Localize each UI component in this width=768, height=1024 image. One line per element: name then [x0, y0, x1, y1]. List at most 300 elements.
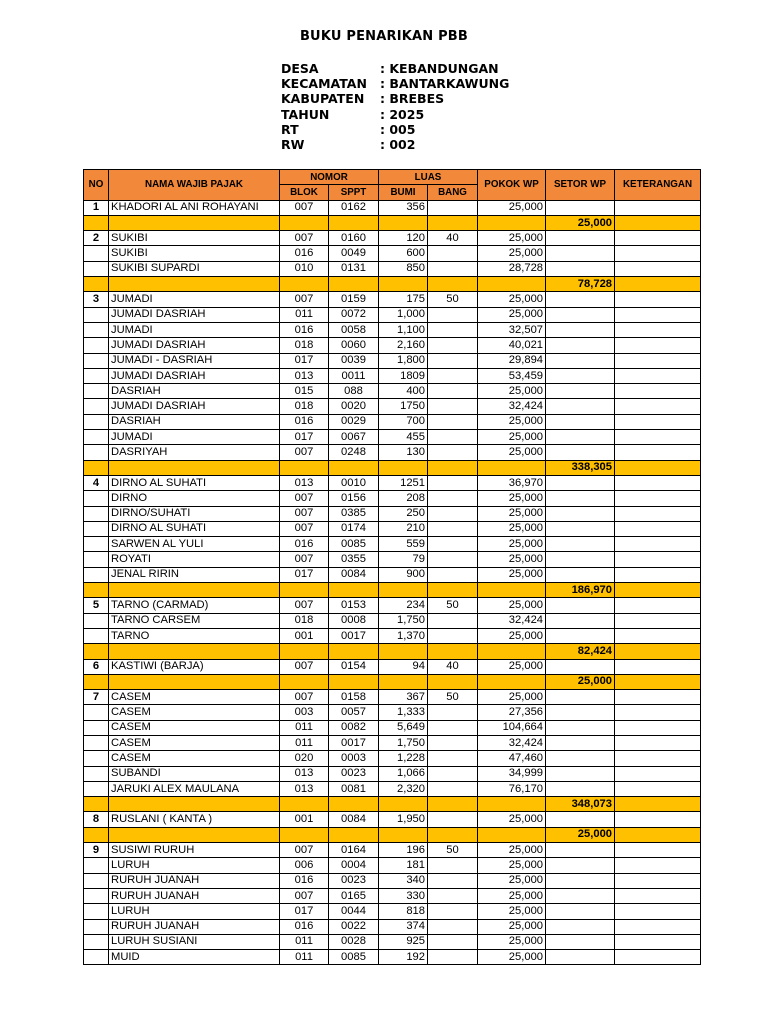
cell-pokok: 25,000 — [478, 430, 546, 445]
table-row — [84, 812, 701, 827]
cell-setor — [546, 690, 615, 705]
cell-blok: 007 — [280, 888, 329, 903]
cell-setor — [546, 888, 615, 903]
subtotal-empty-cell — [329, 674, 379, 689]
cell-bang — [428, 873, 478, 888]
subtotal-empty-cell — [428, 460, 478, 475]
cell-nama: ROYATI — [109, 552, 280, 567]
cell-keterangan — [615, 766, 701, 781]
subtotal-empty-cell — [478, 215, 546, 230]
cell-bumi: 94 — [379, 659, 428, 674]
info-row-kabupaten — [281, 91, 509, 106]
cell-bumi: 208 — [379, 491, 428, 506]
cell-pokok: 25,000 — [478, 843, 546, 858]
cell-keterangan — [615, 950, 701, 965]
subtotal-setor: 25,000 — [546, 215, 615, 230]
cell-keterangan — [615, 368, 701, 383]
cell-sppt: 0010 — [329, 475, 379, 490]
cell-nama: JUMADI DASRIAH — [109, 368, 280, 383]
cell-sppt: 0355 — [329, 552, 379, 567]
cell-nama: CASEM — [109, 705, 280, 720]
cell-no — [84, 246, 109, 261]
table-row — [84, 567, 701, 582]
cell-nama: TARNO CARSEM — [109, 613, 280, 628]
cell-bang: 50 — [428, 292, 478, 307]
cell-keterangan — [615, 781, 701, 796]
cell-bang — [428, 384, 478, 399]
cell-bang — [428, 430, 478, 445]
subtotal-row — [84, 797, 701, 812]
subtotal-empty-cell — [478, 827, 546, 842]
subtotal-setor: 348,073 — [546, 797, 615, 812]
cell-keterangan — [615, 231, 701, 246]
cell-keterangan — [615, 506, 701, 521]
cell-keterangan — [615, 598, 701, 613]
table-row — [84, 888, 701, 903]
cell-no — [84, 720, 109, 735]
cell-blok: 018 — [280, 338, 329, 353]
info-value: : 002 — [380, 136, 416, 152]
cell-nama: RURUH JUANAH — [109, 919, 280, 934]
cell-blok: 016 — [280, 322, 329, 337]
table-row — [84, 261, 701, 276]
cell-pokok: 28,728 — [478, 261, 546, 276]
cell-bumi: 5,649 — [379, 720, 428, 735]
cell-bumi: 175 — [379, 292, 428, 307]
table-header — [84, 170, 701, 201]
subtotal-empty-cell — [84, 674, 109, 689]
table-row — [84, 781, 701, 796]
cell-bang — [428, 399, 478, 414]
table-row — [84, 475, 701, 490]
cell-blok: 013 — [280, 475, 329, 490]
cell-sppt: 0060 — [329, 338, 379, 353]
cell-keterangan — [615, 888, 701, 903]
cell-sppt: 0248 — [329, 445, 379, 460]
subtotal-row — [84, 674, 701, 689]
cell-pokok: 25,000 — [478, 445, 546, 460]
cell-blok: 003 — [280, 705, 329, 720]
info-value: : 005 — [380, 121, 416, 137]
cell-blok: 013 — [280, 781, 329, 796]
cell-keterangan — [615, 705, 701, 720]
cell-bang — [428, 246, 478, 261]
cell-pokok: 25,000 — [478, 414, 546, 429]
cell-bang — [428, 353, 478, 368]
cell-setor — [546, 261, 615, 276]
cell-setor — [546, 399, 615, 414]
cell-blok: 015 — [280, 384, 329, 399]
cell-pokok: 25,000 — [478, 231, 546, 246]
cell-keterangan — [615, 261, 701, 276]
cell-bang — [428, 475, 478, 490]
cell-sppt: 0023 — [329, 873, 379, 888]
cell-bumi: 700 — [379, 414, 428, 429]
cell-nama: JUMADI - DASRIAH — [109, 353, 280, 368]
cell-nama: DIRNO/SUHATI — [109, 506, 280, 521]
subtotal-empty-cell — [428, 215, 478, 230]
cell-setor — [546, 445, 615, 460]
cell-blok: 011 — [280, 950, 329, 965]
cell-bumi: 374 — [379, 919, 428, 934]
subtotal-setor: 78,728 — [546, 277, 615, 292]
subtotal-empty-cell — [615, 827, 701, 842]
subtotal-empty-cell — [329, 827, 379, 842]
cell-bumi: 1,228 — [379, 751, 428, 766]
subtotal-empty-cell — [428, 797, 478, 812]
cell-setor — [546, 414, 615, 429]
cell-pokok: 25,000 — [478, 888, 546, 903]
cell-no — [84, 307, 109, 322]
header-sppt: SPPT — [329, 185, 379, 200]
table-row — [84, 751, 701, 766]
cell-pokok: 25,000 — [478, 491, 546, 506]
cell-setor — [546, 475, 615, 490]
cell-bang — [428, 368, 478, 383]
cell-nama: SUKIBI SUPARDI — [109, 261, 280, 276]
cell-pokok: 25,000 — [478, 521, 546, 536]
subtotal-empty-cell — [109, 277, 280, 292]
cell-no: 2 — [84, 231, 109, 246]
cell-setor — [546, 659, 615, 674]
cell-sppt: 0011 — [329, 368, 379, 383]
cell-pokok: 27,356 — [478, 705, 546, 720]
cell-nama: CASEM — [109, 751, 280, 766]
table-row — [84, 720, 701, 735]
cell-blok: 007 — [280, 598, 329, 613]
cell-pokok: 32,424 — [478, 613, 546, 628]
cell-sppt: 0082 — [329, 720, 379, 735]
table-row — [84, 506, 701, 521]
cell-sppt: 0131 — [329, 261, 379, 276]
cell-bumi: 181 — [379, 858, 428, 873]
subtotal-empty-cell — [428, 277, 478, 292]
subtotal-empty-cell — [84, 277, 109, 292]
subtotal-empty-cell — [84, 827, 109, 842]
table-row — [84, 735, 701, 750]
cell-sppt: 088 — [329, 384, 379, 399]
cell-bumi: 600 — [379, 246, 428, 261]
cell-bumi: 210 — [379, 521, 428, 536]
subtotal-empty-cell — [428, 827, 478, 842]
subtotal-empty-cell — [109, 460, 280, 475]
cell-blok: 007 — [280, 690, 329, 705]
cell-bang — [428, 537, 478, 552]
cell-pokok: 25,000 — [478, 506, 546, 521]
table-row — [84, 537, 701, 552]
cell-bumi: 900 — [379, 567, 428, 582]
cell-pokok: 104,664 — [478, 720, 546, 735]
subtotal-empty-cell — [428, 674, 478, 689]
cell-blok: 013 — [280, 766, 329, 781]
cell-no: 4 — [84, 475, 109, 490]
cell-pokok: 40,021 — [478, 338, 546, 353]
cell-nama: RURUH JUANAH — [109, 888, 280, 903]
subtotal-empty-cell — [379, 277, 428, 292]
subtotal-setor: 25,000 — [546, 827, 615, 842]
info-label: TAHUN — [281, 106, 330, 122]
cell-pokok: 34,999 — [478, 766, 546, 781]
cell-bang — [428, 781, 478, 796]
cell-bang — [428, 766, 478, 781]
cell-no — [84, 751, 109, 766]
table-row — [84, 919, 701, 934]
info-value: : KEBANDUNGAN — [380, 61, 499, 76]
cell-pokok: 25,000 — [478, 200, 546, 215]
cell-bumi: 1809 — [379, 368, 428, 383]
cell-nama: LURUH — [109, 858, 280, 873]
info-block — [281, 61, 509, 152]
subtotal-empty-cell — [329, 644, 379, 659]
cell-nama: JUMADI — [109, 430, 280, 445]
subtotal-row — [84, 827, 701, 842]
cell-bang — [428, 567, 478, 582]
table-row — [84, 613, 701, 628]
subtotal-empty-cell — [615, 215, 701, 230]
cell-pokok: 29,894 — [478, 353, 546, 368]
cell-keterangan — [615, 246, 701, 261]
cell-blok: 001 — [280, 628, 329, 643]
cell-bumi: 1,333 — [379, 705, 428, 720]
cell-sppt: 0085 — [329, 950, 379, 965]
cell-bang — [428, 628, 478, 643]
cell-pokok: 25,000 — [478, 873, 546, 888]
cell-keterangan — [615, 537, 701, 552]
info-label: RW — [281, 136, 305, 152]
cell-pokok: 25,000 — [478, 659, 546, 674]
cell-nama: JENAL RIRIN — [109, 567, 280, 582]
cell-blok: 006 — [280, 858, 329, 873]
subtotal-empty-cell — [329, 583, 379, 598]
cell-nama: CASEM — [109, 735, 280, 750]
cell-keterangan — [615, 628, 701, 643]
subtotal-empty-cell — [428, 583, 478, 598]
cell-blok: 016 — [280, 414, 329, 429]
cell-blok: 018 — [280, 613, 329, 628]
cell-nama: JUMADI DASRIAH — [109, 307, 280, 322]
cell-no — [84, 322, 109, 337]
cell-blok: 007 — [280, 292, 329, 307]
cell-no — [84, 338, 109, 353]
cell-no — [84, 445, 109, 460]
cell-sppt: 0160 — [329, 231, 379, 246]
cell-pokok: 25,000 — [478, 552, 546, 567]
cell-sppt: 0004 — [329, 858, 379, 873]
page-title: BUKU PENARIKAN PBB — [299, 29, 469, 44]
cell-bang — [428, 904, 478, 919]
cell-bumi: 1,800 — [379, 353, 428, 368]
subtotal-empty-cell — [84, 644, 109, 659]
cell-bumi: 367 — [379, 690, 428, 705]
subtotal-empty-cell — [379, 797, 428, 812]
cell-no — [84, 261, 109, 276]
cell-setor — [546, 766, 615, 781]
subtotal-empty-cell — [109, 674, 280, 689]
subtotal-empty-cell — [280, 827, 329, 842]
cell-bang: 50 — [428, 690, 478, 705]
cell-bumi: 1,370 — [379, 628, 428, 643]
cell-keterangan — [615, 613, 701, 628]
cell-bang — [428, 521, 478, 536]
subtotal-empty-cell — [379, 460, 428, 475]
table-row — [84, 843, 701, 858]
cell-sppt: 0058 — [329, 322, 379, 337]
subtotal-empty-cell — [615, 644, 701, 659]
cell-pokok: 25,000 — [478, 537, 546, 552]
cell-bumi: 1,950 — [379, 812, 428, 827]
cell-blok: 007 — [280, 521, 329, 536]
subtotal-empty-cell — [615, 797, 701, 812]
cell-no: 5 — [84, 598, 109, 613]
cell-setor — [546, 781, 615, 796]
table-row — [84, 353, 701, 368]
subtotal-empty-cell — [615, 674, 701, 689]
cell-blok: 010 — [280, 261, 329, 276]
cell-blok: 017 — [280, 430, 329, 445]
cell-keterangan — [615, 934, 701, 949]
info-row-desa — [281, 61, 509, 76]
cell-nama: CASEM — [109, 690, 280, 705]
cell-bumi: 330 — [379, 888, 428, 903]
cell-sppt: 0029 — [329, 414, 379, 429]
cell-pokok: 25,000 — [478, 307, 546, 322]
cell-bumi: 234 — [379, 598, 428, 613]
subtotal-empty-cell — [478, 583, 546, 598]
cell-no — [84, 567, 109, 582]
table-row — [84, 399, 701, 414]
cell-bang: 40 — [428, 231, 478, 246]
header-nomor: NOMOR — [280, 170, 379, 185]
cell-pokok: 25,000 — [478, 628, 546, 643]
cell-setor — [546, 384, 615, 399]
info-value: : BREBES — [380, 91, 445, 107]
header-pokok: POKOK WP — [478, 170, 546, 201]
table-row — [84, 246, 701, 261]
cell-bang — [428, 950, 478, 965]
cell-setor — [546, 567, 615, 582]
cell-no — [84, 384, 109, 399]
cell-pokok: 25,000 — [478, 950, 546, 965]
cell-pokok: 25,000 — [478, 812, 546, 827]
cell-no — [84, 934, 109, 949]
cell-bumi: 1,066 — [379, 766, 428, 781]
cell-setor — [546, 537, 615, 552]
cell-bang — [428, 414, 478, 429]
cell-nama: LURUH — [109, 904, 280, 919]
subtotal-empty-cell — [280, 674, 329, 689]
table-row — [84, 322, 701, 337]
cell-blok: 001 — [280, 812, 329, 827]
cell-bumi: 356 — [379, 200, 428, 215]
table-row — [84, 873, 701, 888]
table-row — [84, 659, 701, 674]
subtotal-empty-cell — [109, 583, 280, 598]
cell-sppt: 0165 — [329, 888, 379, 903]
cell-bang — [428, 491, 478, 506]
subtotal-setor: 25,000 — [546, 674, 615, 689]
subtotal-empty-cell — [84, 797, 109, 812]
cell-bang — [428, 751, 478, 766]
cell-nama: TARNO — [109, 628, 280, 643]
cell-bumi: 455 — [379, 430, 428, 445]
subtotal-setor: 186,970 — [546, 583, 615, 598]
subtotal-empty-cell — [280, 215, 329, 230]
cell-bang — [428, 445, 478, 460]
cell-bumi: 400 — [379, 384, 428, 399]
pbb-table — [83, 169, 701, 965]
cell-sppt: 0159 — [329, 292, 379, 307]
table-row — [84, 200, 701, 215]
cell-no — [84, 705, 109, 720]
cell-blok: 007 — [280, 231, 329, 246]
cell-keterangan — [615, 353, 701, 368]
cell-bang — [428, 506, 478, 521]
subtotal-empty-cell — [428, 644, 478, 659]
subtotal-empty-cell — [280, 583, 329, 598]
cell-setor — [546, 720, 615, 735]
cell-bang — [428, 338, 478, 353]
cell-blok: 016 — [280, 873, 329, 888]
cell-setor — [546, 552, 615, 567]
cell-nama: JUMADI DASRIAH — [109, 399, 280, 414]
cell-keterangan — [615, 521, 701, 536]
cell-nama: JUMADI — [109, 292, 280, 307]
subtotal-empty-cell — [84, 215, 109, 230]
cell-sppt: 0003 — [329, 751, 379, 766]
cell-pokok: 25,000 — [478, 934, 546, 949]
cell-blok: 018 — [280, 399, 329, 414]
table-row — [84, 904, 701, 919]
cell-no — [84, 430, 109, 445]
cell-nama: LURUH SUSIANI — [109, 934, 280, 949]
cell-pokok: 53,459 — [478, 368, 546, 383]
table-row — [84, 950, 701, 965]
cell-pokok: 25,000 — [478, 384, 546, 399]
cell-blok: 017 — [280, 904, 329, 919]
subtotal-empty-cell — [478, 797, 546, 812]
cell-bang — [428, 200, 478, 215]
cell-no — [84, 628, 109, 643]
subtotal-empty-cell — [615, 277, 701, 292]
table-row — [84, 384, 701, 399]
cell-setor — [546, 430, 615, 445]
subtotal-row — [84, 460, 701, 475]
cell-no: 9 — [84, 843, 109, 858]
cell-no — [84, 506, 109, 521]
cell-pokok: 25,000 — [478, 919, 546, 934]
cell-bumi: 925 — [379, 934, 428, 949]
subtotal-empty-cell — [615, 583, 701, 598]
cell-sppt: 0174 — [329, 521, 379, 536]
cell-blok: 007 — [280, 552, 329, 567]
cell-no — [84, 888, 109, 903]
subtotal-row — [84, 215, 701, 230]
cell-setor — [546, 322, 615, 337]
table-row — [84, 368, 701, 383]
cell-nama: KHADORI AL ANI ROHAYANI — [109, 200, 280, 215]
cell-nama: SUKIBI — [109, 231, 280, 246]
table-row — [84, 491, 701, 506]
cell-nama: MUID — [109, 950, 280, 965]
cell-sppt: 0067 — [329, 430, 379, 445]
cell-no — [84, 735, 109, 750]
info-label: RT — [281, 121, 299, 137]
cell-bang — [428, 705, 478, 720]
cell-bumi: 1,100 — [379, 322, 428, 337]
cell-keterangan — [615, 858, 701, 873]
subtotal-empty-cell — [84, 460, 109, 475]
cell-bumi: 1,750 — [379, 735, 428, 750]
